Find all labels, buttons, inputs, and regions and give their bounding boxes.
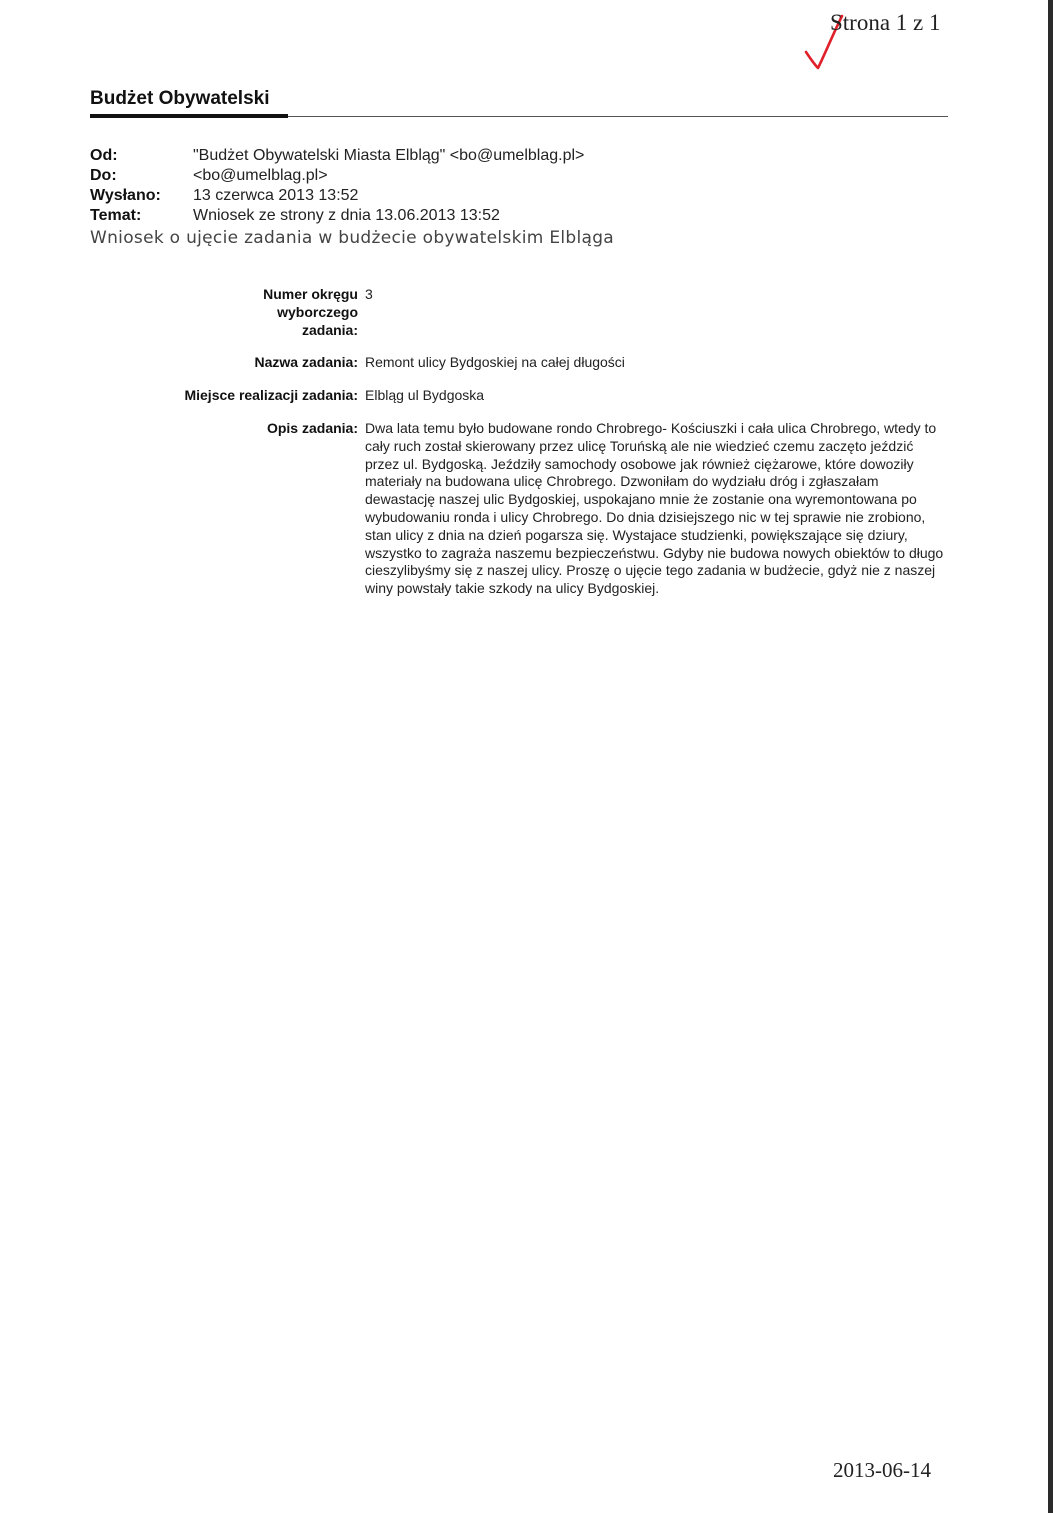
document-title: Budżet Obywatelski [90,88,270,109]
field-row-location [140,387,948,405]
field-value: Dwa lata temu było budowane rondo Chrobrego- Kościuszki i cała ulica Chrobrego, wtedy to cały ruch został skierowany przez ulicę Toruńską ale nie wiedzieć czemu zaczęto jeździć przez ul. Bydgoską. Jeździły samochody osobowe jak również ciężarowe, które dowoziły materiały na budowana ulicę Chrobrego. Dzwoniłam do wydziału dróg i zgłaszałam dewastację naszej ulic Bydgoskiej, uspokajano mnie że zostanie ona wyremontowana po wybudowaniu ronda i ulicy Chrobrego. Do dnia dzisiejszego nic w tej sprawie nie zrobiono, stan ulicy z dnia na dzień pogarsza się. Wystajace studzienki, powiększające się dziury, wszystko to zagraża naszemu bezpieczeństwu. Gdyby nie budowa nowych obiektów to długo cieszylibyśmy się z naszej ulicy. Proszę o ujęcie tego zadania w budżecie, gdyż nie z naszej winy powstały takie szkody na ulicy Bydgoskiej. [365,419,944,597]
date-stamp: 2013-06-14 [833,1458,931,1482]
field-value: 3 [365,286,373,302]
field-label: Opis zadania: [266,419,358,436]
title-underline [90,114,288,118]
page-number: Strona 1 z 1 [830,10,941,35]
email-headers [90,146,584,226]
field-row-description [140,420,948,598]
header-value: <bo@umelblag.pl> [193,167,328,184]
field-label: Numer okręgu wyborczego zadania: [263,286,358,338]
form-fields [140,286,948,613]
field-label: Miejsce realizacji zadania: [184,387,358,404]
header-value: Wniosek ze strony z dnia 13.06.2013 13:52 [193,207,500,224]
field-label: Nazwa zadania: [254,354,358,371]
header-key: Do: [90,167,117,184]
header-row-from [90,146,584,166]
header-key: Wysłano: [90,187,161,204]
header-key: Temat: [90,207,142,224]
header-row-to [90,166,584,186]
field-value: Remont ulicy Bydgoskiej na całej długości [365,354,625,371]
header-value: 13 czerwca 2013 13:52 [193,187,359,204]
field-row-district [140,286,948,339]
subject-line: Wniosek o ujęcie zadania w budżecie obywatelskim Elbląga [90,228,615,248]
field-value: Elbląg ul Bydgoska [365,387,485,404]
scan-edge [1048,0,1053,1513]
header-row-sent [90,186,584,206]
header-key: Od: [90,147,118,164]
field-row-name [140,354,948,372]
header-row-subject [90,206,584,226]
header-value: "Budżet Obywatelski Miasta Elbląg" <bo@umelblag.pl> [193,147,585,164]
